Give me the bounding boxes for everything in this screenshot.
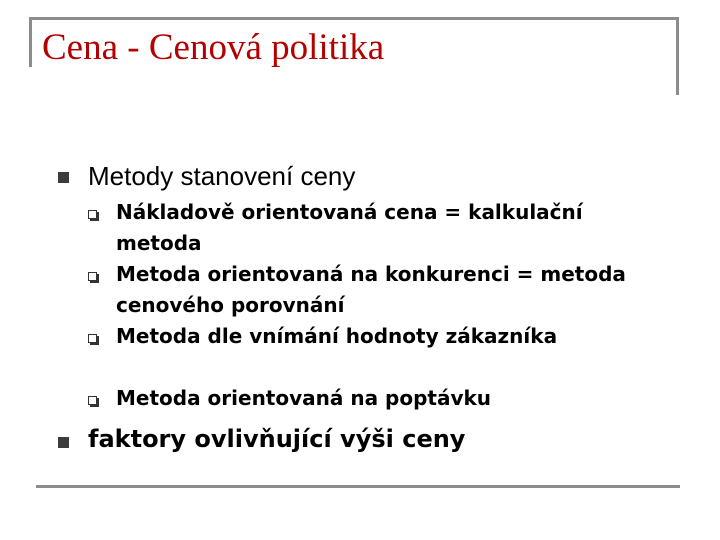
subitem-demand-based: Metoda orientovaná na poptávku	[116, 386, 492, 410]
subitem-value-based: Metoda dle vnímání hodnoty zákazníka	[116, 324, 558, 348]
bullet-price-factors: faktory ovlivňující výši ceny	[88, 425, 466, 453]
frame-line-left	[29, 17, 32, 67]
subitem-cost-based: Nákladově orientovaná cena = kalkulační metoda	[116, 200, 583, 255]
frame-line-right	[676, 17, 679, 95]
subitem-competition-based: Metoda orientovaná na konkurenci = metoda cenového porovnání	[116, 262, 626, 317]
square-bullet-icon	[58, 437, 69, 448]
square-bullet-icon	[58, 172, 69, 183]
frame-line-top	[29, 17, 679, 20]
hollow-square-bullet-icon	[88, 210, 97, 219]
bullet-methods: Metody stanovení ceny	[88, 161, 356, 191]
slide-title: Cena - Cenová politika	[42, 27, 385, 68]
hollow-square-bullet-icon	[88, 396, 97, 405]
hollow-square-bullet-icon	[88, 334, 97, 343]
hollow-square-bullet-icon	[88, 272, 97, 281]
frame-line-bottom	[36, 485, 680, 488]
